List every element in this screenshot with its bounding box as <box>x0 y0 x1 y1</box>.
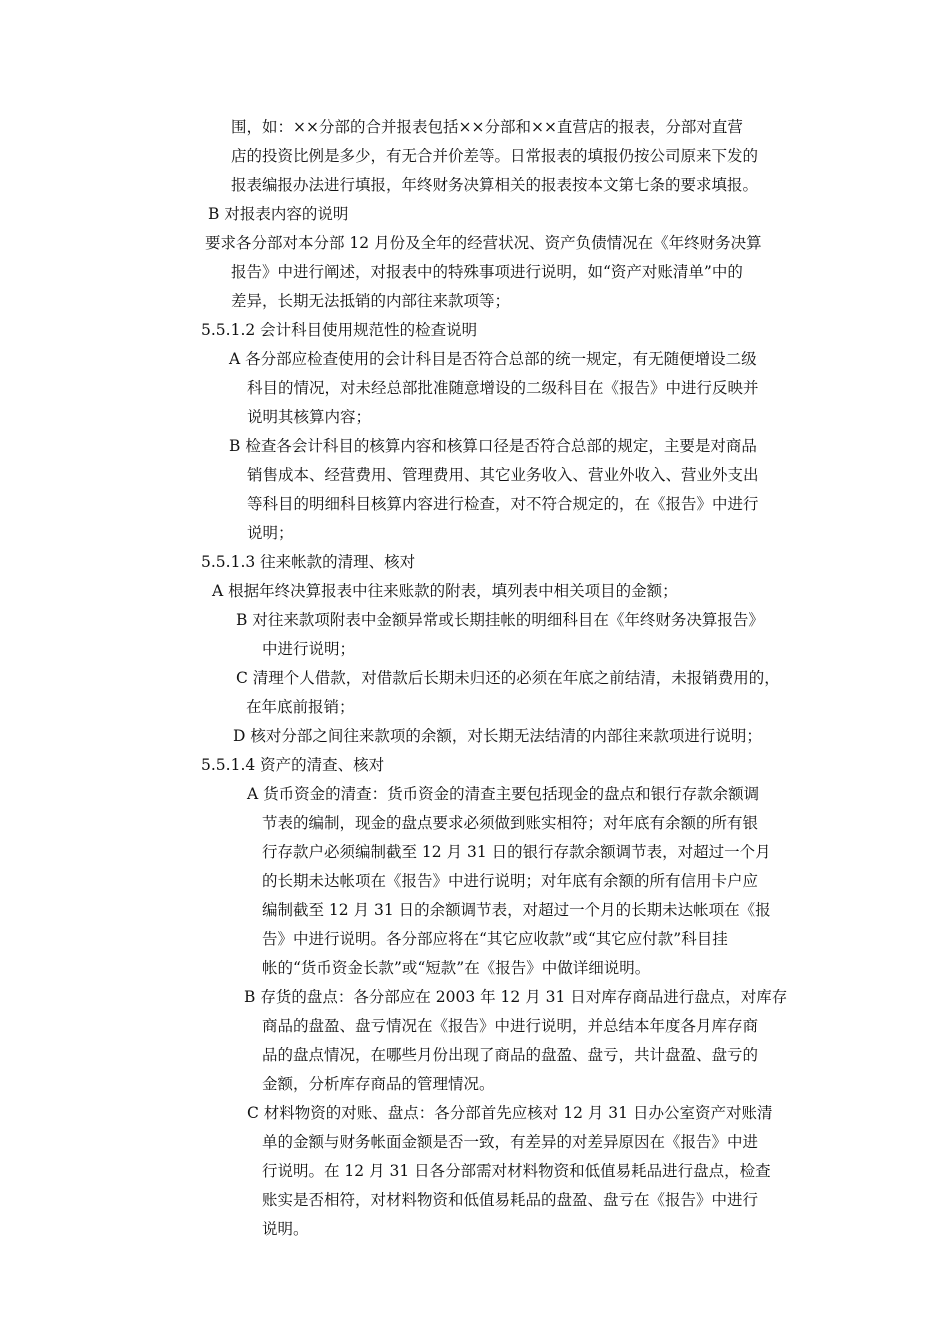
text-line: 行说明。在 12 月 31 日各分部需对材料物资和低值易耗品进行盘点，检查 <box>262 1162 771 1180</box>
text-line: C 材料物资的对账、盘点：各分部首先应核对 12 月 31 日办公室资产对账清 <box>247 1104 773 1122</box>
text-line: 节表的编制，现金的盘点要求必须做到账实相符；对年底有余额的所有银 <box>262 814 759 832</box>
section-heading: 5.5.1.2 会计科目使用规范性的检查说明 <box>201 321 478 339</box>
text-line: A 各分部应检查使用的会计科目是否符合总部的统一规定，有无随便增设二级 <box>229 350 757 368</box>
text-line: 的长期未达帐项在《报告》中进行说明；对年底有余额的所有信用卡户应 <box>262 872 759 890</box>
text-line: 等科目的明细科目核算内容进行检查，对不符合规定的，在《报告》中进行 <box>247 495 759 513</box>
text-line: 单的金额与财务帐面金额是否一致，有差异的对差异原因在《报告》中进 <box>262 1133 759 1151</box>
text-line: A 货币资金的清查：货币资金的清查主要包括现金的盘点和银行存款余额调 <box>247 785 760 803</box>
text-line: 品的盘点情况，在哪些月份出现了商品的盘盈、盘亏，共计盘盈、盘亏的 <box>262 1046 759 1064</box>
text-line: 金额，分析库存商品的管理情况。 <box>262 1075 495 1093</box>
text-line: B 存货的盘点：各分部应在 2003 年 12 月 31 日对库存商品进行盘点，对库存 <box>244 988 788 1006</box>
text-line: 要求各分部对本分部 12 月份及全年的经营状况、资产负债情况在《年终财务决算 <box>205 234 762 252</box>
text-line: 销售成本、经营费用、管理费用、其它业务收入、营业外收入、营业外支出 <box>247 466 759 484</box>
text-line: A 根据年终决算报表中往来账款的附表，填列表中相关项目的金额； <box>212 582 678 600</box>
text-line: C 清理个人借款，对借款后长期未归还的必须在年底之前结清，未报销费用的， <box>236 669 780 687</box>
text-line: 报表编报办法进行填报，年终财务决算相关的报表按本文第七条的要求填报。 <box>231 176 759 194</box>
text-line: 围，如：××分部的合并报表包括××分部和××直营店的报表，分部对直营 <box>231 118 743 136</box>
text-line: 中进行说明； <box>262 640 356 658</box>
text-line: 差异，长期无法抵销的内部往来款项等； <box>231 292 511 310</box>
section-heading: 5.5.1.4 资产的清查、核对 <box>201 756 385 774</box>
text-line: 说明其核算内容； <box>247 408 372 426</box>
section-heading: 5.5.1.3 往来帐款的清理、核对 <box>201 553 416 571</box>
text-line: 说明； <box>247 524 294 542</box>
text-line: B 对往来款项附表中金额异常或长期挂帐的明细科目在《年终财务决算报告》 <box>236 611 764 629</box>
text-line: 账实是否相符，对材料物资和低值易耗品的盘盈、盘亏在《报告》中进行 <box>262 1191 759 1209</box>
text-line: 店的投资比例是多少，有无合并价差等。日常报表的填报仍按公司原来下发的 <box>231 147 759 165</box>
text-line: 商品的盘盈、盘亏情况在《报告》中进行说明，并总结本年度各月库存商 <box>262 1017 759 1035</box>
text-line: 帐的“货币资金长款”或“短款”在《报告》中做详细说明。 <box>262 959 651 977</box>
text-line: 在年底前报销； <box>246 698 355 716</box>
text-line: B 检查各会计科目的核算内容和核算口径是否符合总部的规定，主要是对商品 <box>229 437 757 455</box>
text-line: 说明。 <box>262 1220 309 1238</box>
text-line: 科目的情况，对未经总部批准随意增设的二级科目在《报告》中进行反映并 <box>247 379 759 397</box>
text-line: D 核对分部之间往来款项的余额，对长期无法结清的内部往来款项进行说明； <box>233 727 762 745</box>
text-line: 编制截至 12 月 31 日的余额调节表，对超过一个月的长期未达帐项在《报 <box>262 901 771 919</box>
text-line: 行存款户必须编制截至 12 月 31 日的银行存款余额调节表，对超过一个月 <box>262 843 771 861</box>
text-line: 告》中进行说明。各分部应将在“其它应收款”或“其它应付款”科目挂 <box>262 930 728 948</box>
text-line: 报告》中进行阐述，对报表中的特殊事项进行说明，如“资产对账清单”中的 <box>231 263 743 281</box>
section-heading: B 对报表内容的说明 <box>208 205 349 223</box>
